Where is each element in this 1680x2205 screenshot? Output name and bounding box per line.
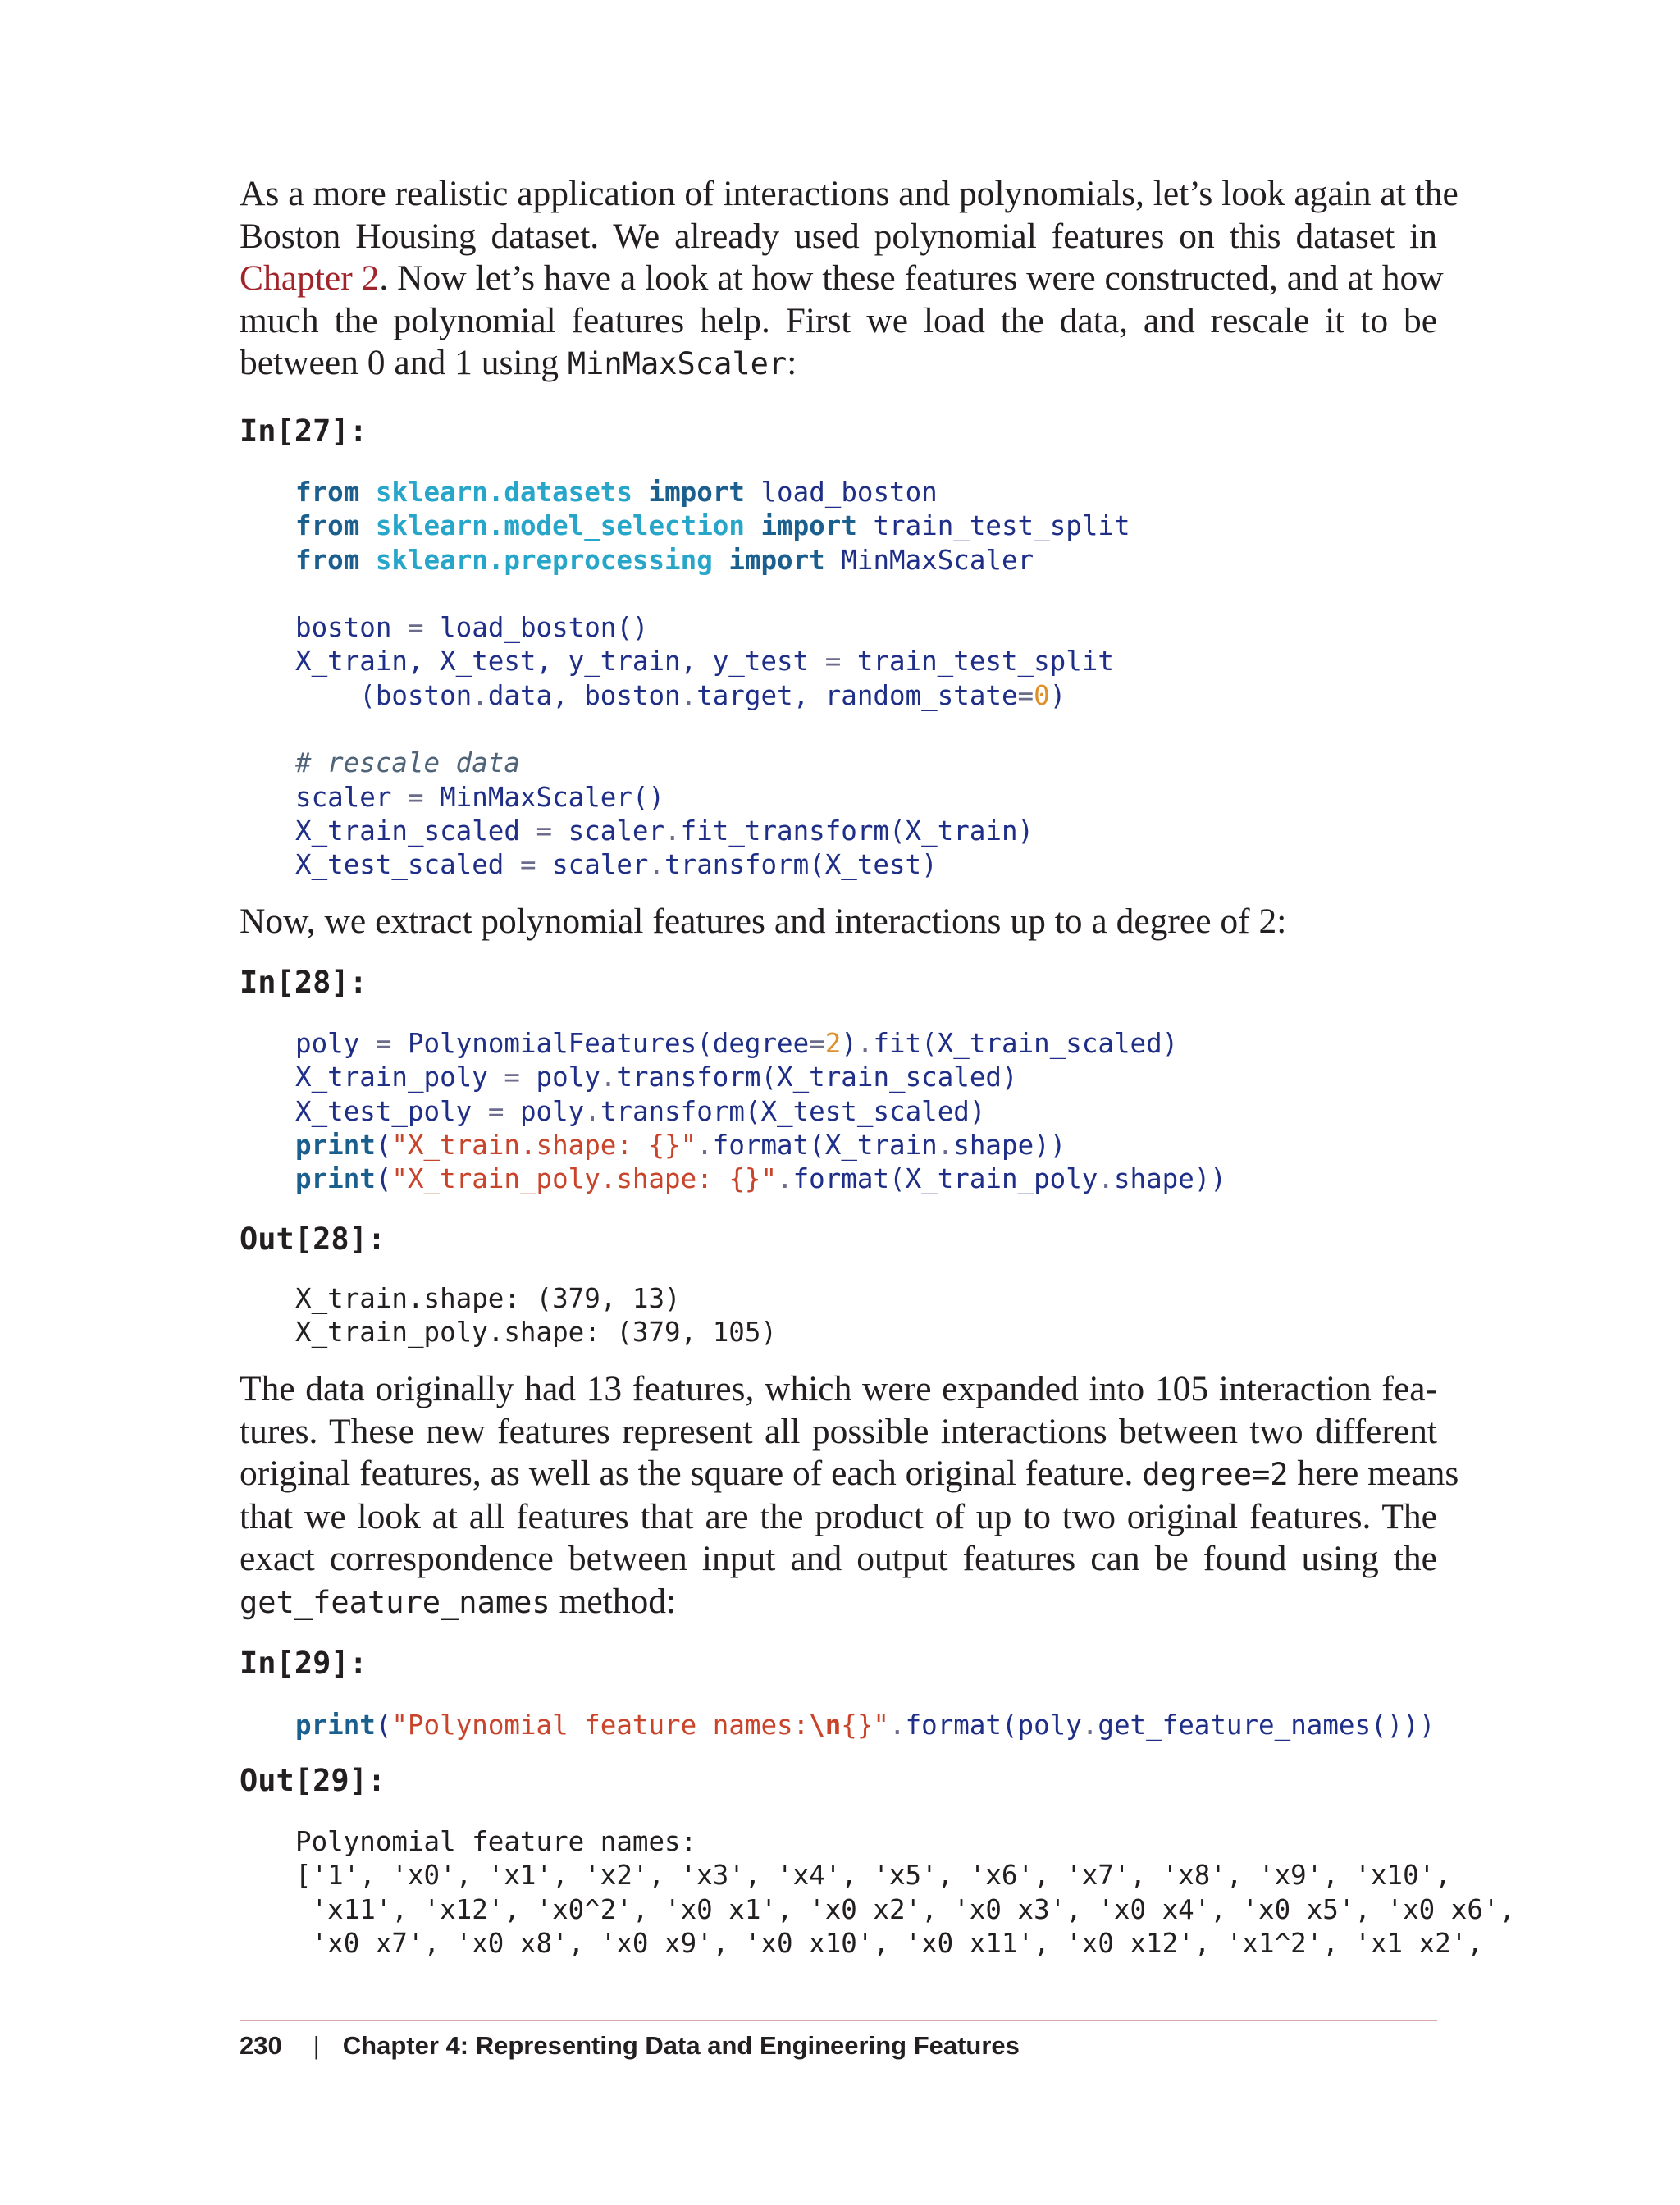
chapter-title: Chapter 4: Representing Data and Engineering Features xyxy=(342,2031,1020,2060)
keyword: import xyxy=(648,477,745,508)
code-line xyxy=(295,544,1130,578)
identifier: fit_transform(X_train) xyxy=(680,815,1034,847)
string-literal: "X_train.shape: {}" xyxy=(391,1129,697,1161)
keyword: print xyxy=(295,1163,376,1195)
operator: = xyxy=(504,1061,520,1093)
escape-sequence: \n xyxy=(809,1710,842,1741)
operator: . xyxy=(1098,1163,1114,1195)
identifier: X_train, X_test, y_train, y_test xyxy=(295,646,825,678)
code-cell-in28 xyxy=(295,1027,1226,1196)
code-line xyxy=(295,679,1130,713)
intro-line-4: much the polynomial features help. First we load the data, and rescale it to be xyxy=(240,300,1437,340)
code-line xyxy=(295,509,1130,543)
code-line xyxy=(295,815,1130,848)
identifier: format(poly xyxy=(905,1710,1082,1741)
code-line xyxy=(295,645,1130,678)
output-line: 'x11', 'x12', 'x0^2', 'x0 x1', 'x0 x2', 'x0 x3', 'x0 x4', 'x0 x5', 'x0 x6', xyxy=(295,1893,1516,1925)
cell-label-in29: In[29]: xyxy=(240,1646,368,1681)
operator: = xyxy=(1017,679,1034,711)
degree-inline-code: degree=2 xyxy=(1142,1457,1289,1492)
code-comment: # rescale data xyxy=(295,747,520,779)
keyword: from xyxy=(295,477,360,508)
output-cell-out28 xyxy=(295,1282,777,1350)
page-number: 230 xyxy=(240,2031,282,2060)
operator: . xyxy=(696,1129,713,1161)
operator: . xyxy=(889,1710,906,1741)
intro-line-5-colon: : xyxy=(787,343,797,382)
identifier: boston xyxy=(295,612,408,644)
string-literal: "Polynomial feature names: xyxy=(391,1710,810,1741)
operator: . xyxy=(648,849,665,881)
operator: . xyxy=(856,1028,874,1059)
operator: . xyxy=(584,1095,600,1127)
identifier: scaler xyxy=(536,849,649,881)
identifier: fit(X_train_scaled) xyxy=(873,1028,1179,1059)
identifier: ( xyxy=(375,1129,392,1161)
explanation-line-3-text: original features, as well as the square of each original feature. xyxy=(240,1454,1143,1493)
operator: = xyxy=(407,612,424,644)
identifier: poly xyxy=(295,1028,376,1059)
code-line xyxy=(295,1061,1226,1094)
identifier: MinMaxScaler() xyxy=(423,781,665,813)
identifier: transform(X_test) xyxy=(664,849,938,881)
blank-line xyxy=(295,713,1130,746)
code-line xyxy=(295,781,1130,815)
operator: = xyxy=(809,1028,825,1059)
explanation-line-1: The data originally had 13 features, which were expanded into 105 interaction fea- xyxy=(240,1369,1437,1408)
identifier: format(X_train_poly xyxy=(792,1163,1098,1195)
identifier: ( xyxy=(375,1163,392,1195)
operator: . xyxy=(937,1129,954,1161)
identifier: MinMaxScaler xyxy=(824,544,1034,576)
intro-line-2: Boston Housing dataset. We already used polynomial features on this dataset in xyxy=(240,216,1437,256)
operator: = xyxy=(375,1028,392,1059)
extract-paragraph xyxy=(240,901,1437,943)
operator: . xyxy=(777,1163,793,1195)
identifier: PolynomialFeatures(degree xyxy=(391,1028,810,1059)
blank-line xyxy=(295,578,1130,611)
get-feature-names-inline-code: get_feature_names xyxy=(240,1584,550,1620)
identifier: ) xyxy=(841,1028,857,1059)
keyword: from xyxy=(295,544,360,576)
code-line xyxy=(295,476,1130,509)
minmaxscaler-inline-code: MinMaxScaler xyxy=(567,346,788,381)
identifier: ( xyxy=(375,1710,392,1741)
output-line: Polynomial feature names: xyxy=(295,1826,697,1857)
explanation-line-4: that we look at all features that are the product of up to two original features. The xyxy=(240,1496,1437,1536)
cell-label-out29: Out[29]: xyxy=(240,1763,386,1798)
explanation-line-3-end: here means xyxy=(1288,1454,1459,1493)
keyword: from xyxy=(295,510,360,542)
identifier: load_boston xyxy=(744,477,938,508)
operator: = xyxy=(487,1095,504,1127)
identifier: X_train_poly xyxy=(295,1061,504,1093)
operator: . xyxy=(1081,1710,1098,1741)
output-line: 'x0 x7', 'x0 x8', 'x0 x9', 'x0 x10', 'x0 x11', 'x0 x12', 'x1^2', 'x1 x2', xyxy=(295,1927,1483,1959)
explanation-line-5: exact correspondence between input and output features can be found using the xyxy=(240,1539,1437,1578)
output-line: ['1', 'x0', 'x1', 'x2', 'x3', 'x4', 'x5', 'x6', 'x7', 'x8', 'x9', 'x10', xyxy=(295,1860,1451,1892)
intro-line-1: As a more realistic application of interactions and polynomials, let’s look again at the xyxy=(240,174,1459,213)
operator: . xyxy=(664,815,681,847)
footer-separator: | xyxy=(313,2031,320,2060)
extract-line: Now, we extract polynomial features and interactions up to a degree of 2: xyxy=(240,902,1287,941)
identifier: poly xyxy=(504,1095,585,1127)
code-cell-in27 xyxy=(295,476,1130,883)
cell-label-in28: In[28]: xyxy=(240,965,368,1000)
operator: = xyxy=(536,815,553,847)
intro-line-3 xyxy=(240,258,1444,300)
explanation-line-2: tures. These new features represent all possible interactions between two different xyxy=(240,1411,1437,1451)
identifier: format(X_train xyxy=(712,1129,938,1161)
code-cell-in29 xyxy=(295,1709,1435,1742)
identifier: transform(X_train_scaled) xyxy=(616,1061,1018,1093)
chapter-2-link[interactable]: Chapter 2 xyxy=(240,258,380,298)
keyword: print xyxy=(295,1129,376,1161)
footer-divider xyxy=(240,2020,1437,2021)
explanation-paragraph xyxy=(240,1368,1459,1623)
number-literal: 0 xyxy=(1034,679,1050,711)
explanation-line-6-text: method: xyxy=(550,1581,677,1621)
cell-label-out28: Out[28]: xyxy=(240,1221,386,1257)
identifier: ) xyxy=(1049,679,1066,711)
identifier: poly xyxy=(519,1061,600,1093)
identifier: get_feature_names())) xyxy=(1098,1710,1436,1741)
identifier: data, boston xyxy=(487,679,681,711)
identifier: scaler xyxy=(295,781,408,813)
operator: . xyxy=(600,1061,617,1093)
output-line: X_train_poly.shape: (379, 105) xyxy=(295,1317,777,1349)
operator: = xyxy=(824,646,842,678)
module-name: sklearn.model_selection xyxy=(375,510,745,542)
identifier: shape)) xyxy=(1113,1163,1226,1195)
explanation-line-6 xyxy=(240,1581,1437,1624)
keyword: import xyxy=(760,510,857,542)
identifier: train_test_split xyxy=(841,646,1114,678)
intro-line-5 xyxy=(240,342,1437,386)
code-line xyxy=(295,848,1130,882)
identifier: transform(X_test_scaled) xyxy=(600,1095,986,1127)
code-line xyxy=(295,1027,1226,1061)
cell-label-in27: In[27]: xyxy=(240,413,368,449)
keyword: import xyxy=(728,544,825,576)
identifier: X_test_poly xyxy=(295,1095,488,1127)
string-literal: {}" xyxy=(841,1710,889,1741)
identifier: (boston xyxy=(295,679,472,711)
code-line xyxy=(295,746,1130,780)
code-line xyxy=(295,1162,1226,1196)
operator: . xyxy=(680,679,697,711)
code-line xyxy=(295,1709,1435,1742)
identifier: X_train_scaled xyxy=(295,815,536,847)
string-literal: "X_train_poly.shape: {}" xyxy=(391,1163,778,1195)
code-line xyxy=(295,1095,1226,1129)
code-line xyxy=(295,611,1130,645)
number-literal: 2 xyxy=(824,1028,842,1059)
identifier: train_test_split xyxy=(856,510,1130,542)
operator: = xyxy=(407,781,424,813)
module-name: sklearn.preprocessing xyxy=(375,544,713,576)
code-line xyxy=(295,1129,1226,1162)
operator: . xyxy=(472,679,488,711)
identifier: scaler xyxy=(552,815,665,847)
identifier: target, random_state xyxy=(696,679,1018,711)
page-footer xyxy=(240,2031,1020,2061)
identifier: X_test_scaled xyxy=(295,849,520,881)
intro-paragraph xyxy=(240,173,1459,386)
module-name: sklearn.datasets xyxy=(375,477,632,508)
keyword: print xyxy=(295,1710,376,1741)
output-cell-out29 xyxy=(295,1825,1515,1961)
intro-line-5-text: between 0 and 1 using xyxy=(240,343,568,382)
operator: = xyxy=(519,849,536,881)
explanation-line-3 xyxy=(240,1453,1459,1496)
identifier: load_boston() xyxy=(423,612,649,644)
intro-line-3-text: . Now let’s have a look at how these features were constructed, and at how xyxy=(379,258,1444,298)
identifier: shape)) xyxy=(953,1129,1066,1161)
output-line: X_train.shape: (379, 13) xyxy=(295,1283,681,1314)
